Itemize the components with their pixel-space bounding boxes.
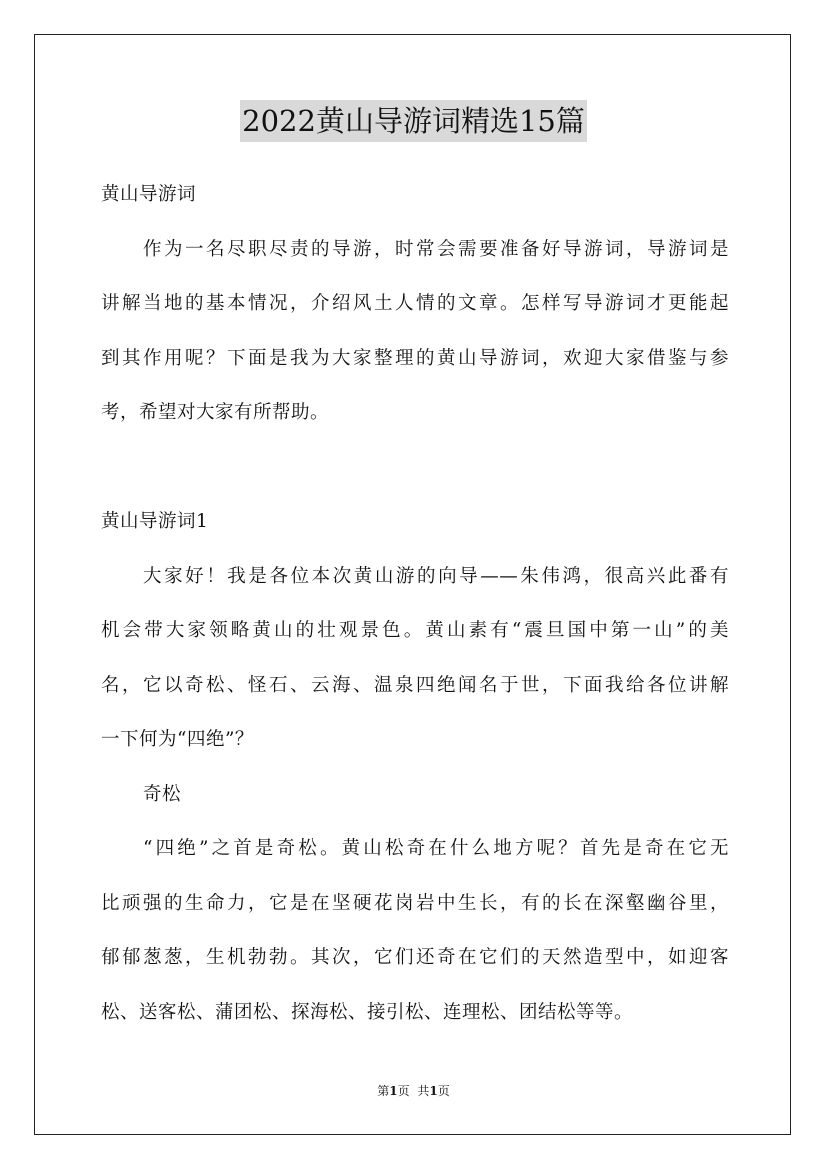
paragraph-gap: [101, 441, 729, 496]
subheading: 奇松: [143, 783, 182, 805]
page-suffix: 页: [397, 1084, 410, 1098]
article-heading: 黄山导游词1: [101, 511, 209, 532]
intro-line: 到其作用呢？下面是我为大家整理的黄山导游词，欢迎大家借鉴与参: [101, 347, 729, 369]
total-pages: 1: [429, 1084, 438, 1098]
paragraph-line: 松、送客松、蒲团松、探海松、接引松、连理松、团结松等等。: [101, 1001, 634, 1023]
total-suffix: 页: [437, 1084, 450, 1098]
document-title: [0, 100, 827, 142]
paragraph-line: 机会带大家领略黄山的壮观景色。黄山素有“震旦国中第一山”的美: [101, 620, 729, 641]
intro-line: 作为一名尽职尽责的导游，时常会需要准备好导游词，导游词是: [143, 238, 729, 260]
paragraph-line: 比顽强的生命力，它是在坚硬花岗岩中生长，有的长在深壑幽谷里，: [101, 892, 729, 914]
title-text: 2022黄山导游词精选15篇: [240, 100, 587, 142]
paragraph-line: 名，它以奇松、怪石、云海、温泉四绝闻名于世，下面我给各位讲解: [101, 674, 729, 696]
page-number: 1: [389, 1084, 398, 1098]
paragraph-line: 一下何为“四绝”？: [101, 729, 254, 750]
page-prefix: 第: [377, 1084, 390, 1098]
total-prefix: 共: [417, 1084, 430, 1098]
paragraph-line: 大家好！我是各位本次黄山游的向导——朱伟鸿，很高兴此番有: [143, 565, 729, 587]
section-heading: 黄山导游词: [101, 184, 197, 205]
intro-line: 讲解当地的基本情况，介绍风土人情的文章。怎样写导游词才更能起: [101, 293, 729, 314]
intro-line: 考，希望对大家有所帮助。: [101, 402, 330, 423]
page-footer: [0, 1082, 827, 1099]
document-body: [101, 168, 729, 1040]
paragraph-line: “四绝”之首是奇松。黄山松奇在什么地方呢？首先是奇在它无: [143, 838, 729, 859]
paragraph-line: 郁郁葱葱，生机勃勃。其次，它们还奇在它们的天然造型中，如迎客: [101, 947, 729, 968]
